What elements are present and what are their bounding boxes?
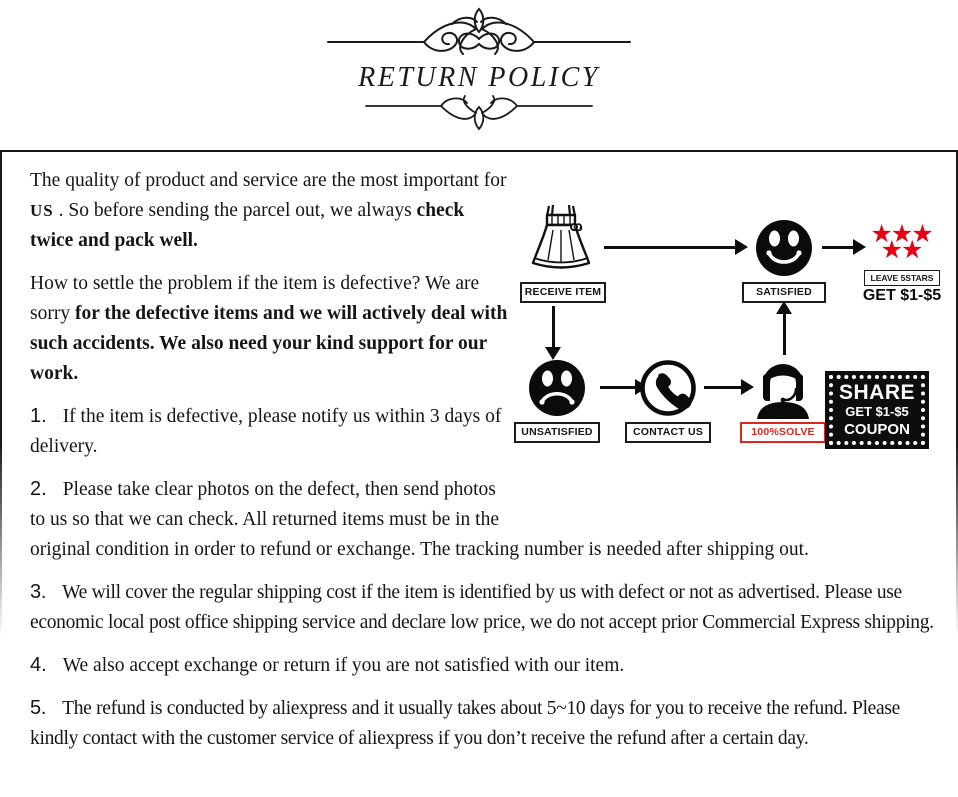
dress-icon — [522, 198, 600, 278]
customer-service-agent-icon — [753, 356, 813, 419]
item-text: We will cover the regular shipping cost if the item is identified by us with defect or not as advertised. Please use economic local post office shipping service and declare low price, we do not accept prior Commercial Express shipping. — [30, 582, 934, 633]
item-number: 1. — [30, 405, 47, 427]
arrow-receive-to-satisfied — [604, 246, 736, 249]
sad-face-icon — [528, 359, 586, 417]
left-border — [0, 152, 2, 797]
share-coupon — [829, 375, 925, 445]
intro-2-a: How to settle the problem if the item is defective? We are sorry — [30, 273, 480, 324]
intro-2-b: for the defective items and we will actively deal with such accidents. We also need your kind support for our work. — [30, 303, 508, 384]
arrow-contact-to-solve — [704, 386, 742, 389]
coupon-share-text: SHARE — [838, 381, 915, 405]
page-title: RETURN POLICY — [358, 62, 600, 93]
return-flowchart — [512, 156, 958, 514]
star-icon: ★ — [880, 237, 903, 264]
policy-item-4 — [30, 650, 958, 681]
star-icon: ★ — [911, 221, 934, 248]
item-text: Please take clear photos on the defect, then send photos to us so that we can check. All returned items must be in the original condition in order to refund or exchange. The tracking number is needed after shipping out. — [30, 479, 809, 560]
header — [0, 6, 958, 152]
item-number: 3. — [30, 581, 47, 603]
five-stars-icon — [854, 222, 950, 263]
policy-item-5 — [30, 693, 958, 754]
get-reward-text: GET $1-$5 — [862, 287, 942, 304]
item-number: 4. — [30, 654, 47, 676]
policy-item-3 — [30, 577, 958, 638]
item-text: We also accept exchange or return if you are not satisfied with our item. — [62, 655, 625, 676]
intro-1-a: The quality of product and service are the most important for — [30, 170, 507, 191]
arrow-unsatisfied-to-contact — [600, 386, 636, 389]
happy-face-icon — [755, 219, 813, 277]
arrow-solve-to-satisfied — [783, 313, 786, 355]
star-icon: ★ — [901, 237, 924, 264]
star-icon: ★ — [870, 221, 893, 248]
phone-icon — [639, 359, 697, 417]
policy-body — [0, 152, 958, 754]
receive-item-label: RECEIVE ITEM — [520, 282, 606, 303]
leave-5stars-label: LEAVE 5STARS — [864, 270, 940, 286]
satisfied-label: SATISFIED — [742, 282, 826, 303]
star-icon: ★ — [890, 221, 914, 248]
flourish-top-icon — [324, 6, 634, 62]
item-number: 2. — [30, 478, 47, 500]
intro-1-d: check twice and pack well. — [30, 200, 465, 251]
intro-1-c: . So before sending the parcel out, we always — [53, 200, 417, 221]
arrow-satisfied-to-stars — [822, 246, 854, 249]
solve-label: 100%SOLVE — [740, 422, 826, 443]
coupon-get-text: GET $1-$5 — [845, 404, 909, 420]
coupon-coupon-text: COUPON — [844, 420, 910, 438]
item-text: If the item is defective, please notify us within 3 days of delivery. — [30, 406, 502, 457]
arrow-receive-to-unsatisfied — [552, 306, 555, 348]
intro-1-us: US — [30, 201, 54, 220]
contact-us-label: CONTACT US — [625, 422, 711, 443]
flourish-bottom-icon — [363, 93, 595, 131]
item-text: The refund is conducted by aliexpress and it usually takes about 5~10 days for you to receive the refund. Please kindly contact with the customer service of aliexpress if you don’t receive the refund after a certain day. — [30, 698, 901, 749]
item-number: 5. — [30, 697, 47, 719]
unsatisfied-label: UNSATISFIED — [514, 422, 600, 443]
